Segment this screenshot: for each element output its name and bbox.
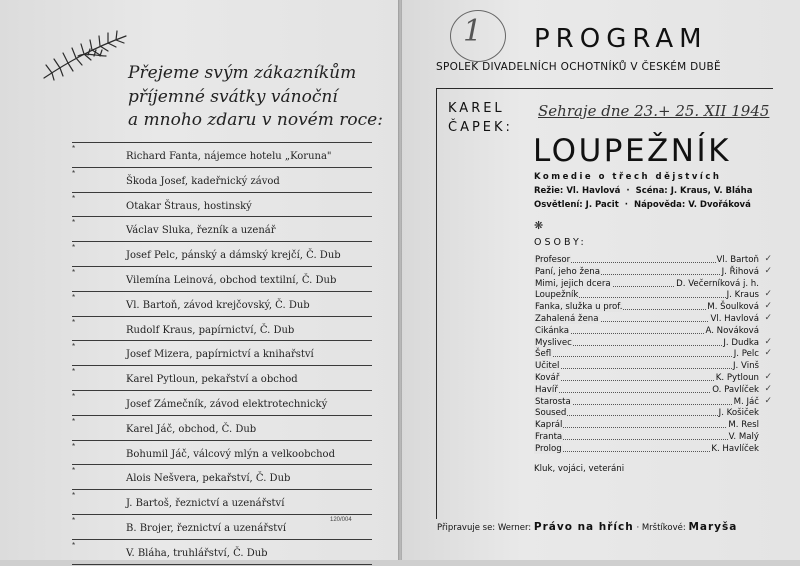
cast-actor: [721, 267, 760, 277]
cast-role-text: Soused: [535, 408, 567, 419]
greeting: [128, 62, 388, 133]
cast-role-text: Starosta: [535, 396, 571, 407]
advertiser-list: [72, 142, 372, 566]
list-item: [72, 464, 372, 489]
upcoming-play-2: Maryša: [688, 521, 738, 533]
list-item: [72, 142, 372, 167]
handwritten-note: Sehraje dne 23.+ 25. XII 1945: [538, 102, 770, 120]
cast-role: [534, 349, 552, 359]
cast-role-text: Kaprál: [535, 420, 563, 431]
handwritten-number: 1: [463, 14, 483, 49]
cast-actor-text: J. Kraus: [726, 290, 759, 301]
cast-actor: [675, 279, 760, 289]
star-icon: *: [72, 416, 76, 426]
cast-role: [534, 408, 567, 418]
cast-role: [534, 397, 572, 407]
checkmark-icon: ✓: [764, 301, 772, 312]
credits-line-2: [534, 200, 784, 210]
cast-role: [534, 302, 623, 312]
advertiser-name: Vl. Bartoň, závod krejčovský, Č. Dub: [126, 299, 310, 311]
greeting-line-1: Přejeme svým zákazníkům: [128, 63, 357, 83]
cast-role-text: Franta: [535, 431, 563, 442]
cast-role: [534, 385, 559, 395]
star-icon: *: [72, 391, 76, 401]
list-item: [72, 266, 372, 291]
list-item: [72, 365, 372, 390]
cast-role: [534, 314, 600, 324]
cast-actor: [710, 444, 760, 454]
cast-actor: [726, 290, 760, 300]
list-divider: [72, 564, 372, 566]
cast-actor: [733, 349, 760, 359]
advertiser-name: Josef Mizera, papírnictví a knihařství: [126, 349, 314, 361]
cast-role-text: Paní, jeho žena: [535, 266, 600, 277]
upcoming-play-1: Právo na hřích: [533, 521, 634, 533]
cast-role: [534, 255, 571, 265]
credit-label: Režie:: [534, 186, 564, 196]
list-item: [72, 291, 372, 316]
cast-actor-text: Vl. Havlová: [710, 313, 759, 324]
cast-row: [534, 349, 774, 361]
cast-actor-text: O. Pavlíček: [712, 384, 759, 395]
cast-actor: [728, 432, 760, 442]
cast-actor: [704, 326, 760, 336]
advertiser-name: Alois Nešvera, pekařství, Č. Dub: [126, 473, 291, 485]
advertiser-name: Karel Pytloun, pekařství a obchod: [126, 374, 298, 386]
cast-heading: OSOBY:: [534, 237, 587, 248]
list-item: [72, 316, 372, 341]
star-icon: *: [72, 367, 76, 377]
cast-row: [534, 408, 774, 420]
cast-row: [534, 267, 774, 279]
checkmark-icon: ✓: [764, 348, 772, 359]
cast-row: [534, 326, 774, 338]
greeting-line-2: příjemné svátky vánoční: [128, 86, 338, 107]
checkmark-icon: ✓: [764, 336, 772, 347]
checkmark-icon: ✓: [764, 371, 772, 382]
advertiser-name: Karel Jáč, obchod, Č. Dub: [126, 423, 257, 435]
advertiser-name: Rudolf Kraus, papírnictví, Č. Dub: [126, 324, 295, 336]
cast-row: [534, 397, 774, 409]
credit-value: Vl. Havlová: [566, 186, 621, 196]
page-fold: [398, 0, 402, 560]
credit-value: V. Dvořáková: [688, 200, 751, 210]
cast-actor-text: J. Vinš: [733, 361, 759, 372]
list-item: [72, 192, 372, 217]
star-icon: *: [72, 292, 76, 302]
advertiser-name: Josef Pelc, pánský a dámský krejčí, Č. Dub: [126, 250, 341, 262]
list-item: [72, 489, 372, 514]
advertiser-name: Josef Zámečník, závod elektrotechnický: [126, 398, 328, 410]
advertiser-name: Richard Fanta, nájemce hotelu „Koruna": [126, 151, 332, 162]
cast-row: [534, 290, 774, 302]
cast-row: [534, 385, 774, 397]
cast-row: [534, 444, 774, 456]
cast-actor: [722, 338, 760, 348]
credit-value: J. Kraus, V. Bláha: [670, 186, 753, 196]
cast-role-text: Mimi, jejich dcera: [535, 278, 611, 289]
upcoming-plays: [437, 521, 737, 533]
cast-role-text: Zahalená žena: [535, 313, 599, 324]
list-item: [72, 340, 372, 365]
cast-actor: [706, 302, 760, 312]
cast-actor: [711, 385, 760, 395]
cast-role: [534, 267, 601, 277]
program-title: PROGRAM: [534, 24, 708, 54]
advertiser-name: V. Bláha, truhlářství, Č. Dub: [126, 547, 268, 559]
checkmark-icon: ✓: [764, 312, 772, 323]
cast-row: [534, 361, 774, 373]
cast-actor-text: M. Resl: [728, 420, 759, 431]
author-last-name: ČAPEK:: [448, 120, 513, 135]
list-item: [72, 390, 372, 415]
checkmark-icon: ✓: [764, 265, 772, 276]
cast-actor: [727, 420, 760, 430]
star-icon: *: [72, 317, 76, 327]
print-code: 120/004: [330, 517, 352, 523]
checkmark-icon: ✓: [764, 254, 772, 264]
cast-actor: [716, 255, 761, 265]
dot-leader: [534, 367, 760, 369]
cast-extras: Kluk, vojáci, veteráni: [534, 464, 625, 474]
cast-actor-text: A. Nováková: [705, 325, 759, 336]
cast-actor-text: V. Malý: [728, 431, 759, 442]
cast-actor: [709, 314, 760, 324]
star-icon: *: [72, 515, 76, 525]
list-item: [72, 241, 372, 266]
credits-line-1: [534, 186, 784, 196]
credit-separator: ·: [626, 186, 630, 196]
cast-role-text: Profesor: [535, 255, 571, 265]
advertiser-name: Bohumil Jáč, válcový mlýn a velkoobchod: [126, 448, 335, 460]
cast-actor-text: J. Řihová: [721, 266, 759, 277]
upcoming-prefix: Připravuje se: Werner:: [437, 523, 532, 533]
society-name: SPOLEK DIVADELNÍCH OCHOTNÍKŮ V ČESKÉM DUBĚ: [436, 61, 721, 73]
cast-role: [534, 361, 560, 371]
author: [448, 99, 513, 137]
advertiser-name: Škoda Josef, kadeřnický závod: [126, 175, 280, 187]
cast-row: [534, 338, 774, 350]
cast-actor-text: M. Šoulková: [707, 302, 759, 313]
cast-actor-text: K. Havlíček: [711, 443, 759, 454]
advertiser-name: Václav Sluka, řezník a uzenář: [126, 225, 276, 237]
cast-actor-text: J. Košiček: [718, 408, 759, 419]
cast-row: [534, 302, 774, 314]
credit-value: J. Pacit: [585, 200, 619, 210]
cast-actor: [732, 361, 760, 371]
cast-row: [534, 432, 774, 444]
credit-label: Scéna:: [635, 186, 668, 196]
advertiser-name: Otakar Štraus, hostinský: [126, 200, 252, 212]
cast-role-text: Kovář: [535, 372, 560, 383]
checkmark-icon: ✓: [764, 383, 772, 394]
cast-role-text: Šefl: [535, 349, 552, 360]
star-icon: *: [72, 193, 76, 203]
cast-role: [534, 373, 560, 383]
cast-actor: [718, 408, 760, 418]
play-title: LOUPEŽNÍK: [533, 133, 731, 169]
list-item: [72, 216, 372, 241]
author-first-name: KAREL: [448, 101, 505, 116]
star-icon: *: [72, 441, 76, 451]
cast-role-text: Učitel: [535, 361, 560, 372]
upcoming-separator: ·: [636, 523, 640, 533]
checkmark-icon: ✓: [764, 395, 772, 406]
cast-role-text: Myslivec: [535, 337, 572, 348]
star-icon: *: [72, 243, 76, 253]
star-icon: *: [72, 168, 76, 178]
cast-actor-text: K. Pytloun: [715, 372, 759, 383]
cast-role: [534, 432, 563, 442]
list-item: [72, 167, 372, 192]
list-item: [72, 514, 372, 539]
fir-branch-icon: [38, 26, 130, 82]
credit-label: Nápověda:: [633, 200, 686, 210]
cast-actor: [715, 373, 760, 383]
cast-role: [534, 444, 563, 454]
cast-role-text: Fanka, služka u prof.: [535, 302, 623, 313]
cast-actor-text: J. Pelc: [733, 349, 759, 360]
advertiser-name: B. Brojer, řeznictví a uzenářství: [126, 522, 287, 534]
checkmark-icon: ✓: [764, 289, 772, 300]
greeting-line-3: a mnoho zdaru v novém roce:: [128, 110, 383, 130]
cast-actor-text: Vl. Bartoň: [716, 255, 759, 265]
cast-row: [534, 279, 774, 291]
credit-separator: ·: [624, 200, 628, 210]
cast-role: [534, 290, 579, 300]
cast-role-text: Prolog: [535, 443, 562, 454]
credit-label: Osvětlení:: [534, 200, 583, 210]
cast-role-text: Cikánka: [535, 325, 570, 336]
cast-row: [534, 255, 774, 267]
cast-row: [534, 420, 774, 432]
cast-role: [534, 420, 563, 430]
advertiser-name: Vilemína Leinová, obchod textilní, Č. Dub: [126, 274, 337, 286]
cast-role: [534, 338, 573, 348]
play-subtitle: Komedie o třech dějstvích: [534, 172, 722, 182]
star-icon: *: [72, 491, 76, 501]
star-icon: *: [72, 342, 76, 352]
cast-row: [534, 314, 774, 326]
dot-leader: [534, 438, 760, 440]
asterisk-ornament: ❋: [534, 220, 544, 232]
upcoming-prefix-2: Mrštíkové:: [641, 523, 686, 533]
cast-list: [534, 255, 774, 456]
list-item: [72, 415, 372, 440]
advertiser-name: J. Bartoš, řeznictví a uzenářství: [126, 498, 285, 510]
cast-actor: [733, 397, 760, 407]
star-icon: *: [72, 267, 76, 277]
cast-role: [534, 279, 612, 289]
dot-leader: [534, 355, 760, 357]
star-icon: *: [72, 540, 76, 550]
list-item: [72, 440, 372, 465]
star-icon: *: [72, 144, 76, 153]
star-icon: *: [72, 466, 76, 476]
cast-actor-text: M. Jáč: [733, 396, 759, 407]
cast-row: [534, 373, 774, 385]
cast-role: [534, 326, 570, 336]
cast-actor-text: J. Dudka: [723, 337, 759, 348]
star-icon: *: [72, 218, 76, 228]
cast-role-text: Havíř: [535, 384, 558, 395]
cast-role-text: Loupežník: [535, 290, 579, 301]
cast-actor-text: D. Večerníková j. h.: [676, 278, 759, 289]
